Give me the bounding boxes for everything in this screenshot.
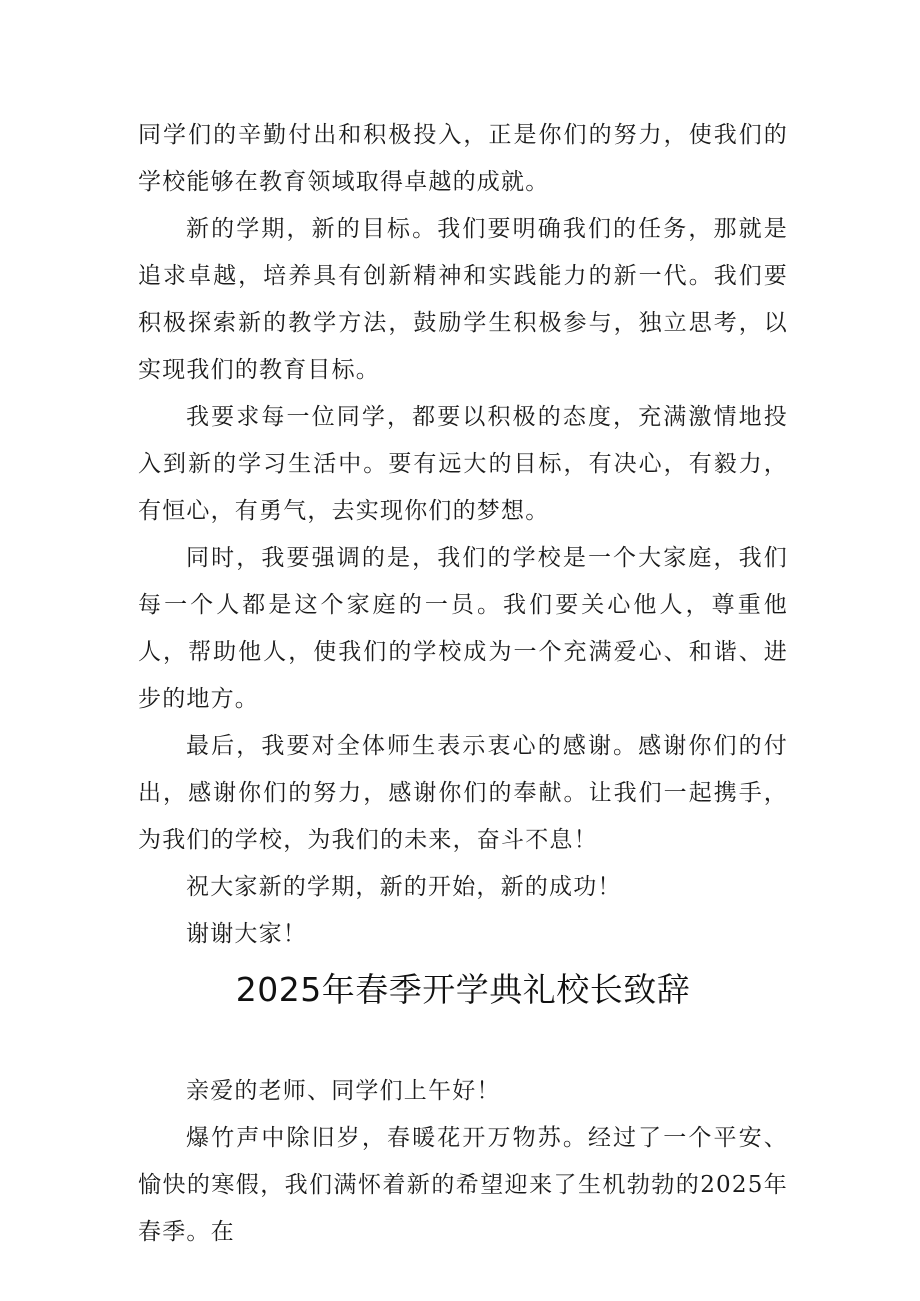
paragraph-6: 祝大家新的学期，新的开始，新的成功！: [186, 874, 622, 900]
opening-paragraph: 爆竹声中除旧岁，春暖花开万物苏。经过了一个平安、愉快的寒假，我们满怀着新的希望迎来了生机勃勃的2025年春季。在: [138, 1125, 788, 1245]
speech-title: 2025年春季开学典礼校长致辞: [235, 970, 691, 1009]
document-body: [138, 112, 788, 1256]
paragraph-5: 最后，我要对全体师生表示衷心的感谢。感谢你们的付出，感谢你们的努力，感谢你们的奉献。让我们一起携手，为我们的学校，为我们的未来，奋斗不息！: [138, 733, 788, 853]
paragraph-3: 我要求每一位同学，都要以积极的态度，充满激情地投入到新的学习生活中。要有远大的目标，有决心，有毅力，有恒心，有勇气，去实现你们的梦想。: [138, 404, 788, 524]
paragraph-1: 同学们的辛勤付出和积极投入，正是你们的努力，使我们的学校能够在教育领域取得卓越的成就。: [138, 122, 788, 195]
paragraph-7: 谢谢大家！: [186, 921, 307, 947]
paragraph-2: 新的学期，新的目标。我们要明确我们的任务，那就是追求卓越，培养具有创新精神和实践能力的新一代。我们要积极探索新的教学方法，鼓励学生积极参与，独立思考，以实现我们的教育目标。: [138, 216, 788, 383]
paragraph-4: 同时，我要强调的是，我们的学校是一个大家庭，我们每一个人都是这个家庭的一员。我们要关心他人，尊重他人，帮助他人，使我们的学校成为一个充满爱心、和谐、进步的地方。: [138, 545, 788, 712]
greeting-paragraph: 亲爱的老师、同学们上午好！: [186, 1078, 501, 1104]
